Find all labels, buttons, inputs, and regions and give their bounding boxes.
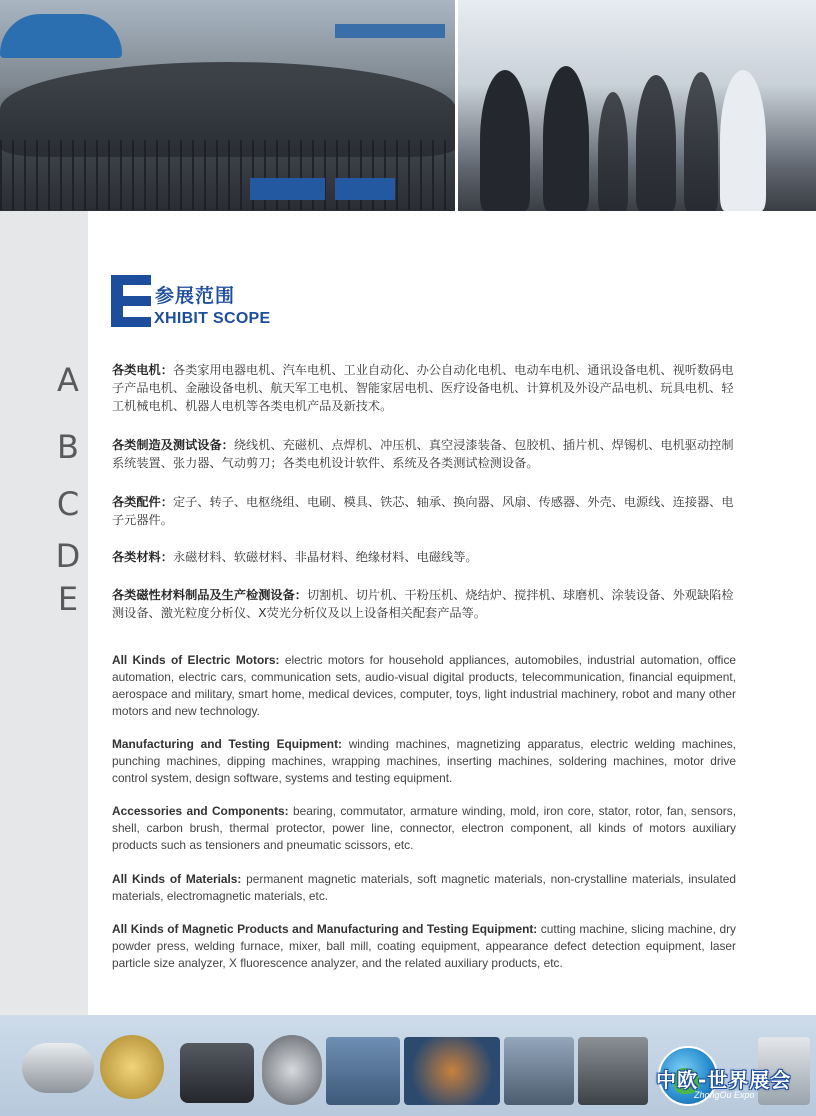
cn-label: 各类磁性材料制品及生产检测设备： <box>112 588 307 602</box>
expo-entrance-photo <box>0 0 456 211</box>
cn-paragraph-accessories <box>112 493 740 529</box>
en-label: All Kinds of Electric Motors: <box>112 653 280 667</box>
cn-label: 各类材料： <box>112 550 173 564</box>
logo-sub-text: ZhongOu Expo <box>694 1090 755 1100</box>
cn-paragraph-magnetic <box>112 586 740 622</box>
en-paragraph-accessories <box>112 803 736 854</box>
section-letter-b: B <box>57 428 79 466</box>
dc-motor-image <box>22 1043 94 1093</box>
gear-motor-image <box>180 1043 254 1103</box>
zhongou-expo-logo <box>648 1042 816 1108</box>
cn-label: 各类制造及测试设备： <box>112 438 234 452</box>
exhibition-hall-photo <box>458 0 816 211</box>
magnetic-core-image <box>578 1037 648 1105</box>
en-paragraph-motors <box>112 652 736 720</box>
en-text: winding machines, magnetizing apparatus, electric welding machines, punching machines, dipping machines, wrapping machines, inserting machines, soldering machines, motor drive control system, design software, systems and testing equipment. <box>112 737 736 785</box>
heading-e-logo <box>111 275 151 327</box>
header-photo-collage <box>0 0 816 211</box>
umbrella-shape <box>0 14 122 58</box>
cn-label: 各类配件： <box>112 495 173 509</box>
cn-paragraph-equipment <box>112 436 740 472</box>
cn-label: 各类电机： <box>112 363 173 377</box>
cn-text: 永磁材料、软磁材料、非晶材料、绝缘材料、电磁线等。 <box>172 550 478 564</box>
parts-assortment-image <box>262 1035 322 1105</box>
cn-text: 定子、转子、电枢绕组、电刷、模具、铁芯、轴承、换向器、风扇、传感器、外壳、电源线、连接器、电子元器件。 <box>112 495 734 527</box>
cn-text: 各类家用电器电机、汽车电机、工业自动化、办公自动化电机、电动车电机、通讯设备电机、视听数码电子产品电机、金融设备电机、航天军工电机、智能家居电机、医疗设备电机、计算机及外设产品电机、玩具电机、轻工机械电机、机器人电机等各类电机产品及新技术。 <box>112 363 734 413</box>
fence-banner <box>335 178 395 200</box>
section-letter-a: A <box>57 361 79 399</box>
en-text: permanent magnetic materials, soft magnetic materials, non-crystalline materials, insulated materials, electromagnetic materials, etc. <box>112 872 736 903</box>
cn-paragraph-materials <box>112 548 740 566</box>
visitor-shape <box>598 92 628 211</box>
en-label: Accessories and Components: <box>112 804 289 818</box>
cn-text: 切割机、切片机、干粉压机、烧结炉、搅拌机、球磨机、涂装设备、外观缺陷检测设备、激光粒度分析仪、X荧光分析仪及以上设备相关配套产品等。 <box>112 588 734 620</box>
visitor-shape <box>684 72 718 211</box>
en-label: Manufacturing and Testing Equipment: <box>112 737 342 751</box>
rotor-image <box>404 1037 500 1105</box>
heading-title-cn: 参展范围 <box>155 285 236 307</box>
en-text: cutting machine, slicing machine, dry powder press, welding furnace, mixer, ball mill, coating equipment, appearance defect detection equipment, laser particle size analyzer, X fluorescence analyzer, and the related auxiliary products, etc. <box>112 922 736 970</box>
en-label: All Kinds of Materials: <box>112 872 242 886</box>
heading-title-en: XHIBIT SCOPE <box>154 310 271 327</box>
visitor-shape <box>636 75 676 211</box>
section-letter-e: E <box>57 580 79 618</box>
fence-banner <box>250 178 325 200</box>
en-text: electric motors for household appliances, automobiles, industrial automation, office automation, electric cars, communication sets, audio-visual digital products, telecommunication, financial equipment, aerospace and military, smart home, medical devices, computer, toys, light industrial machinery, robot and many other motors and new technology. <box>112 653 737 718</box>
bearings-image <box>326 1037 400 1105</box>
logo-main-text: 中欧-世界展会 <box>656 1068 792 1092</box>
en-paragraph-materials <box>112 871 736 905</box>
entrance-sign <box>335 24 445 38</box>
section-letter-c: C <box>56 485 80 523</box>
en-label: All Kinds of Magnetic Products and Manufacturing and Testing Equipment: <box>112 922 538 936</box>
section-letter-d: D <box>55 537 81 575</box>
cn-paragraph-motors <box>112 361 740 415</box>
cn-text: 绕线机、充磁机、点焊机、冲压机、真空浸漆装备、包胶机、插片机、焊锡机、电机驱动控制系统装置、张力器、气动剪刀；各类电机设计软件、系统及各类测试检测设备。 <box>112 438 734 470</box>
en-paragraph-equipment <box>112 736 736 787</box>
visitor-shape <box>480 70 530 211</box>
en-paragraph-magnetic <box>112 921 736 972</box>
en-text: bearing, commutator, armature winding, mold, iron core, stator, rotor, fan, sensors, shell, carbon brush, thermal protector, power line, connector, electron component, all kinds of motors auxiliary products such as tensioners and pneumatic scissors, etc. <box>112 804 736 852</box>
brass-motor-image <box>100 1035 164 1099</box>
visitor-shape <box>543 66 589 211</box>
assembly-line-image <box>504 1037 574 1105</box>
visitor-shape <box>720 70 766 211</box>
